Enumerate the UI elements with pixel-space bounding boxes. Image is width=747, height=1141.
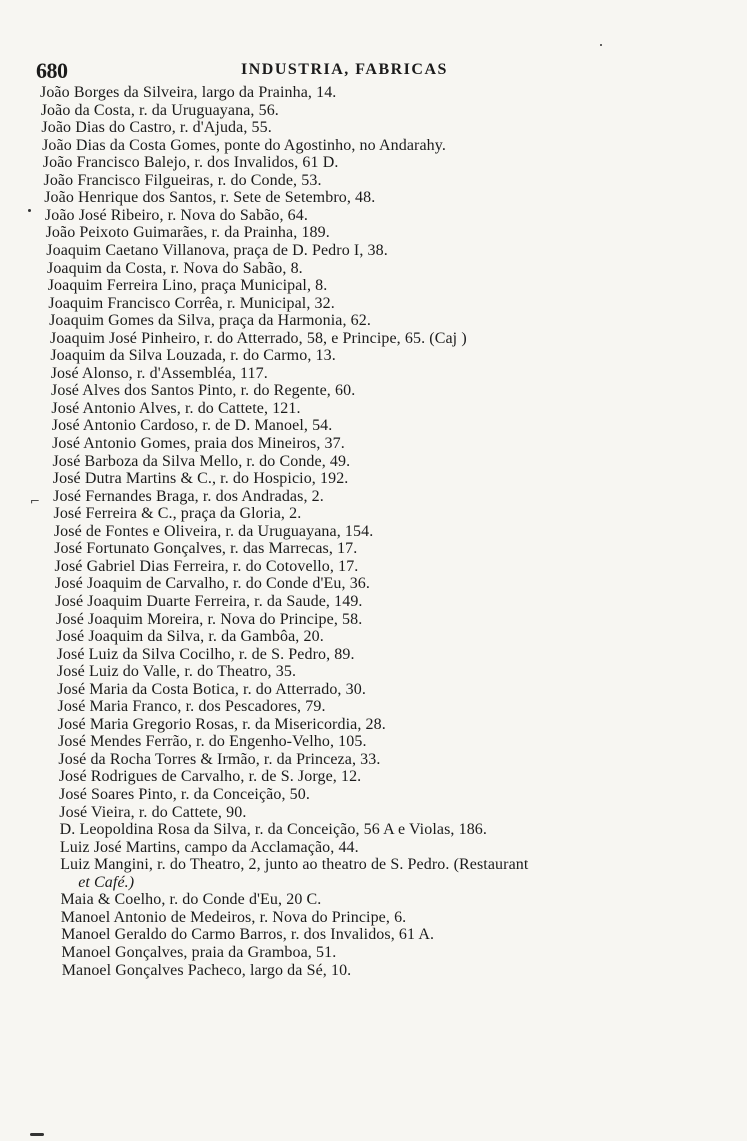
entry-text: José Soares Pinto, r. da Conceição, 50. [59, 786, 310, 803]
directory-entry [54, 523, 374, 541]
directory-entry [51, 382, 355, 400]
entry-text: José Luiz da Silva Cocilho, r. de S. Pedro, 89. [56, 645, 355, 663]
directory-entry [40, 84, 336, 102]
entry-text: Joaquim da Silva Louzada, r. do Carmo, 13. [50, 347, 336, 365]
directory-entry [55, 593, 362, 611]
entry-text: Maia & Coelho, r. do Conde d'Eu, 20 C. [60, 891, 322, 909]
entry-text: José Maria Franco, r. dos Pescadores, 79. [57, 698, 326, 716]
directory-entry [56, 628, 324, 646]
directory-entry [57, 646, 355, 664]
entry-text: José Ferreira & C., praça da Gloria, 2. [53, 505, 302, 523]
directory-entry [46, 242, 388, 260]
directory-entry [57, 681, 366, 699]
entry-text: João Peixoto Guimarães, r. da Prainha, 189. [45, 224, 330, 242]
entry-text: João Dias da Costa Gomes, ponte do Agostinho, no Andarahy. [42, 136, 446, 154]
directory-entry [61, 909, 407, 927]
entry-text: José Mendes Ferrão, r. do Engenho-Velho, 105. [58, 733, 367, 751]
entry-text: José Alves dos Santos Pinto, r. do Regente, 60. [51, 382, 356, 400]
directory-entry [59, 786, 310, 804]
margin-bracket-mark: ⌐ [30, 494, 41, 508]
directory-entry [47, 260, 303, 278]
directory-entry [59, 804, 246, 822]
entry-text: José de Fontes e Oliveira, r. da Uruguayana, 154. [53, 522, 374, 540]
directory-entry [54, 540, 357, 558]
entry-text: José Maria da Costa Botica, r. do Atterrado, 30. [57, 680, 366, 698]
entry-text: Joaquim José Pinheiro, r. do Atterrado, 58, e Principe, 65. (Caj ) [50, 329, 467, 347]
entry-text: Manoel Gonçalves Pacheco, largo da Sé, 10. [61, 961, 352, 979]
entry-text: Luiz José Martins, campo da Acclamação, 44. [59, 838, 359, 856]
directory-entry [51, 365, 268, 383]
directory-entry [60, 821, 487, 839]
entry-text: João Borges da Silveira, largo da Prainha, 14. [40, 84, 337, 101]
directory-entry [48, 277, 328, 295]
directory-entry [48, 295, 334, 313]
entry-text: José Joaquim da Silva, r. da Gambôa, 20. [56, 628, 324, 646]
directory-entry [57, 663, 296, 681]
directory-entry [58, 716, 386, 734]
directory-entry [60, 839, 359, 857]
entry-text: Luiz Mangini, r. do Theatro, 2, junto ao theatro de S. Pedro. (Restaurant [60, 856, 529, 874]
ink-speck [600, 44, 602, 46]
entry-text: João Henrique dos Santos, r. Sete de Setembro, 48. [44, 189, 376, 207]
entry-text: D. Leopoldina Rosa da Silva, r. da Conceição, 56 A e Violas, 186. [59, 821, 487, 839]
directory-entry [61, 891, 322, 909]
entry-continuation: et Café.) [78, 874, 135, 892]
directory-entry [50, 347, 335, 365]
directory-entry [52, 417, 333, 435]
entry-text: José Joaquim Duarte Ferreira, r. da Saude, 149. [55, 592, 363, 610]
directory-entry [62, 962, 352, 980]
entry-text: João Francisco Balejo, r. dos Invalidos, 61 D. [42, 154, 339, 172]
directory-entry [58, 751, 380, 769]
entry-text: José Joaquim Moreira, r. Nova do Principe, 58. [56, 610, 363, 628]
entry-text: José Fortunato Gonçalves, r. das Marrecas, 17. [54, 540, 358, 558]
entry-text: José Fernandes Braga, r. dos Andradas, 2. [53, 487, 324, 505]
entry-text: Joaquim Gomes da Silva, praça da Harmonia, 62. [49, 312, 371, 330]
entry-text: José Antonio Alves, r. do Cattete, 121. [51, 399, 301, 417]
directory-entry [56, 611, 362, 629]
entry-text: José Barboza da Silva Mello, r. do Conde, 49. [52, 452, 351, 470]
directory-entry [52, 435, 345, 453]
entry-text: José Alonso, r. d'Assembléa, 117. [50, 364, 268, 382]
entry-text: Manoel Gonçalves, praia da Gramboa, 51. [61, 943, 337, 961]
entry-text: José Rodrigues de Carvalho, r. de S. Jorge, 12. [58, 768, 362, 786]
directory-entry [45, 207, 308, 225]
entry-text: Joaquim Francisco Corrêa, r. Municipal, 32. [48, 294, 335, 312]
directory-entry [44, 172, 322, 190]
entry-text: João Dias do Castro, r. d'Ajuda, 55. [41, 119, 272, 137]
entry-text: José Luiz do Valle, r. do Theatro, 35. [56, 663, 297, 681]
entry-text: José Gabriel Dias Ferreira, r. do Cotovello, 17. [54, 557, 359, 575]
entry-text: Manoel Antonio de Medeiros, r. Nova do Principe, 6. [60, 908, 407, 926]
entry-text: Joaquim Caetano Villanova, praça de D. Pedro I, 38. [46, 241, 388, 259]
entry-text: Joaquim Ferreira Lino, praça Municipal, 8. [47, 277, 328, 295]
directory-entry [51, 400, 300, 418]
directory-entry [54, 505, 302, 523]
entry-text: Manoel Geraldo do Carmo Barros, r. dos Invalidos, 61 A. [61, 926, 435, 944]
directory-entry [53, 488, 324, 506]
directory-entry [61, 926, 434, 944]
entry-text: José Dutra Martins & C., r. do Hospicio, 192. [52, 470, 349, 488]
directory-entry [43, 154, 339, 172]
entry-text: José Antonio Cardoso, r. de D. Manoel, 54. [51, 417, 333, 435]
directory-entry [41, 119, 271, 137]
directory-entry [42, 137, 446, 155]
entry-text: Joaquim da Costa, r. Nova do Sabão, 8. [47, 259, 303, 277]
ink-speck [30, 1133, 44, 1136]
entry-text: João da Costa, r. da Uruguayana, 56. [40, 101, 279, 119]
directory-entry [55, 558, 359, 576]
entry-text: João José Ribeiro, r. Nova do Sabão, 64. [44, 206, 308, 224]
directory-entry [49, 312, 371, 330]
entry-text: José Vieira, r. do Cattete, 90. [59, 803, 247, 821]
directory-entry [59, 768, 362, 786]
directory-entry [46, 224, 330, 242]
entry-text: João Francisco Filgueiras, r. do Conde, 53. [43, 171, 322, 189]
directory-entry [53, 470, 349, 488]
entry-text: José da Rocha Torres & Irmão, r. da Princeza, 33. [58, 750, 381, 768]
directory-entry [55, 575, 370, 593]
directory-entry [50, 330, 467, 348]
page-number: 680 [36, 58, 68, 83]
running-head: INDUSTRIA, FABRICAS [241, 61, 448, 78]
directory-entry [58, 733, 366, 751]
directory-entry [44, 189, 375, 207]
entry-text: José Antonio Gomes, praia dos Mineiros, 37. [52, 435, 345, 452]
directory-entry [58, 698, 326, 716]
page-header [36, 58, 686, 86]
directory-entry [41, 102, 279, 120]
entry-text: José Maria Gregorio Rosas, r. da Misericordia, 28. [57, 715, 386, 733]
entry-text: José Joaquim de Carvalho, r. do Conde d'Eu, 36. [54, 575, 370, 593]
directory-entry [60, 856, 528, 892]
directory-entry [52, 453, 350, 471]
directory-entry [61, 944, 336, 962]
ink-speck [28, 209, 31, 212]
